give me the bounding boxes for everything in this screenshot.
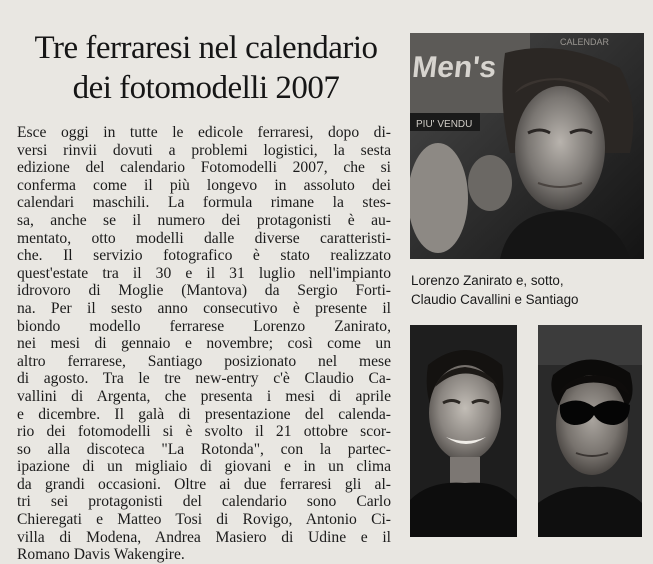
body-line: idrovoro di Moglie (Mantova) da Sergio Forti- (17, 282, 391, 300)
body-line: so alla discoteca "La Rotonda", con la partec- (17, 440, 391, 458)
body-line: villa di Modena, Andrea Masiero di Udine e il (17, 528, 391, 546)
body-line: altro ferrarese, Santiago posizionato nel mese (17, 352, 391, 370)
body-line: na. Per il sesto anno consecutivo è presente il (17, 299, 391, 317)
body-line: Chieregati e Matteo Tosi di Rovigo, Antonio Ci- (17, 511, 391, 529)
caption-line-2: Claudio Cavallini e Santiago (411, 292, 579, 307)
corner-text: CALENDAR (560, 37, 610, 47)
shop-text: PIU' VENDU (416, 119, 473, 130)
body-line: da grandi occasioni. Oltre ai due ferraresi gli al- (17, 475, 391, 493)
body-line: calendari maschili. La formula rimane la stes- (17, 194, 391, 212)
body-line: e dicembre. Il galà di presentazione del calenda- (17, 405, 391, 423)
photo-santiago (538, 325, 642, 537)
body-line: edizione del calendario Fotomodelli 2007, che si (17, 159, 391, 177)
caption-line-1: Lorenzo Zanirato e, sotto, (411, 273, 564, 288)
body-line: di agosto. Tra le tre new-entry c'è Claudio Ca- (17, 370, 391, 388)
body-line: mentato, otto modelli dalle diverse caratteristi- (17, 229, 391, 247)
body-line: che. Il servizio fotografico è stato realizzato (17, 247, 391, 265)
body-line: conferma come il più longevo in assoluto dei (17, 176, 391, 194)
body-line: Esce oggi in tutte le edicole ferraresi, dopo di- (17, 124, 391, 141)
article-headline (16, 28, 396, 108)
body-line: quest'estate tra il 30 e il 31 luglio nell'impianto (17, 264, 391, 282)
body-line: ipazione di un migliaio di giovani e in un clima (17, 458, 391, 476)
body-line: Romano Davis Wakengire. (17, 546, 185, 564)
sign-text: Men's (410, 51, 498, 84)
photo-claudio-cavallini (410, 325, 517, 537)
article-body (17, 124, 391, 564)
photo-caption (411, 271, 646, 309)
body-line: rio dei fotomodelli si è svolto il 21 ottobre scor- (17, 423, 391, 441)
body-line: vallini di Argenta, che presenta i mesi di aprile (17, 387, 391, 405)
body-line: versi rinvii dovuti a problemi logistici, la sesta (17, 141, 391, 159)
headline-line-2: dei fotomodelli 2007 (72, 70, 340, 106)
body-line: biondo modello ferrarese Lorenzo Zanirato, (17, 317, 391, 335)
photo-lorenzo-zanirato (410, 33, 644, 259)
body-line: tri sei protagonisti del calendario sono Carlo (17, 493, 391, 511)
body-line: sa, anche se il numero dei protagonisti è au- (17, 211, 391, 229)
body-line: nei mesi di gennaio e novembre; così come un (17, 335, 391, 353)
headline-line-1: Tre ferraresi nel calendario (34, 30, 378, 66)
